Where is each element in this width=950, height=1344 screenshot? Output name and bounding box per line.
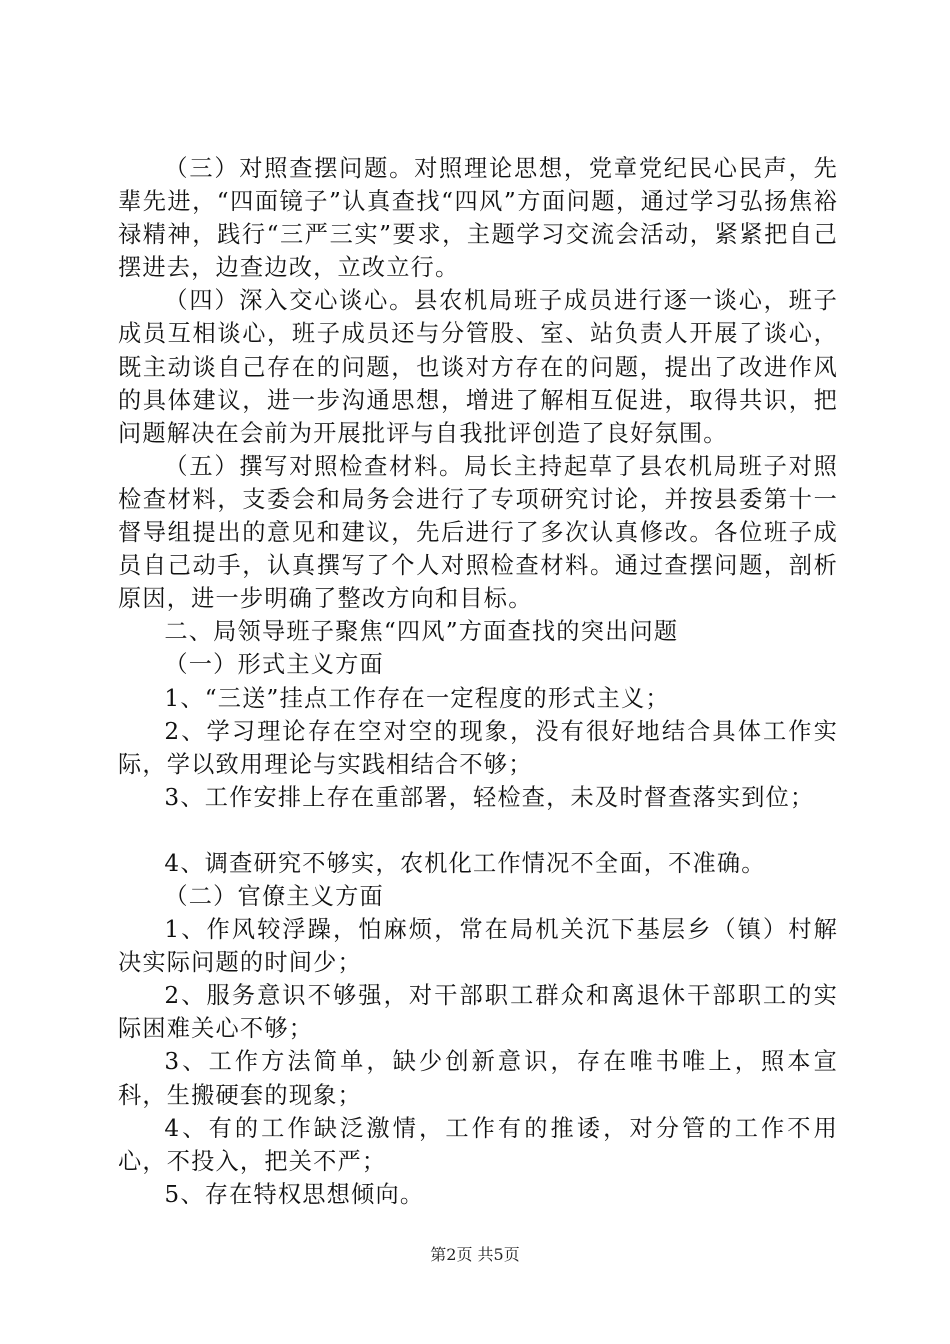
- paragraph-heart-to-heart-talks: （四）深入交心谈心。县农机局班子成员进行逐一谈心，班子成员互相谈心，班子成员还与分管股、室、站负责人开展了谈心，既主动谈自己存在的问题，也谈对方存在的问题，提出了改进作风的具体建议，进一步沟通思想，增进了解相互促进，取得共识，把问题解决在会前为开展批评与自我批评创造了良好氛围。: [118, 287, 838, 447]
- section-heading-prominent-problems: 二、局领导班子聚焦“四风”方面查找的突出问题: [164, 618, 679, 646]
- list-item-formalism-2: 2、学习理论存在空对空的现象，没有很好地结合具体工作实际，学以致用理论与实践相结合不够；: [118, 717, 838, 778]
- list-item-bureaucratism-5: 5、存在特权思想倾向。: [164, 1180, 425, 1208]
- paragraph-check-problems: （三）对照查摆问题。对照理论思想，党章党纪民心民声，先辈先进，“四面镜子”认真查找“四风”方面问题，通过学习弘扬焦裕禄精神，践行“三严三实”要求，主题学习交流会活动，紧紧把自己摆进去，边查边改，立改立行。: [118, 155, 838, 282]
- list-item-formalism-1: 1、“三送”挂点工作存在一定程度的形式主义；: [164, 684, 670, 712]
- subsection-heading-formalism: （一）形式主义方面: [164, 651, 384, 679]
- list-item-formalism-3: 3、工作安排上存在重部署，轻检查，未及时督查落实到位；: [164, 783, 815, 811]
- page-number-footer: 第2页 共5页: [430, 1245, 520, 1264]
- list-item-bureaucratism-1: 1、作风较浮躁，怕麻烦，常在局机关沉下基层乡（镇）村解决实际问题的时间少；: [118, 916, 838, 977]
- subsection-heading-bureaucratism: （二）官僚主义方面: [164, 882, 384, 910]
- document-body: [118, 152, 838, 1211]
- list-item-bureaucratism-4: 4、有的工作缺泛激情，工作有的推诿，对分管的工作不用心，不投入，把关不严；: [118, 1114, 838, 1175]
- list-item-formalism-4: 4、调查研究不够实，农机化工作情况不全面，不准确。: [164, 849, 766, 877]
- list-item-bureaucratism-3: 3、工作方法简单，缺少创新意识，存在唯书唯上，照本宣科，生搬硬套的现象；: [118, 1048, 838, 1109]
- list-item-bureaucratism-2: 2、服务意识不够强，对干部职工群众和离退休干部职工的实际困难关心不够；: [118, 982, 838, 1043]
- paragraph-write-check-materials: （五）撰写对照检查材料。局长主持起草了县农机局班子对照检查材料，支委会和局务会进行了专项研究讨论，并按县委第十一督导组提出的意见和建议，先后进行了多次认真修改。各位班子成员自己动手，认真撰写了个人对照检查材料。通过查摆问题，剖析原因，进一步明确了整改方向和目标。: [118, 452, 838, 613]
